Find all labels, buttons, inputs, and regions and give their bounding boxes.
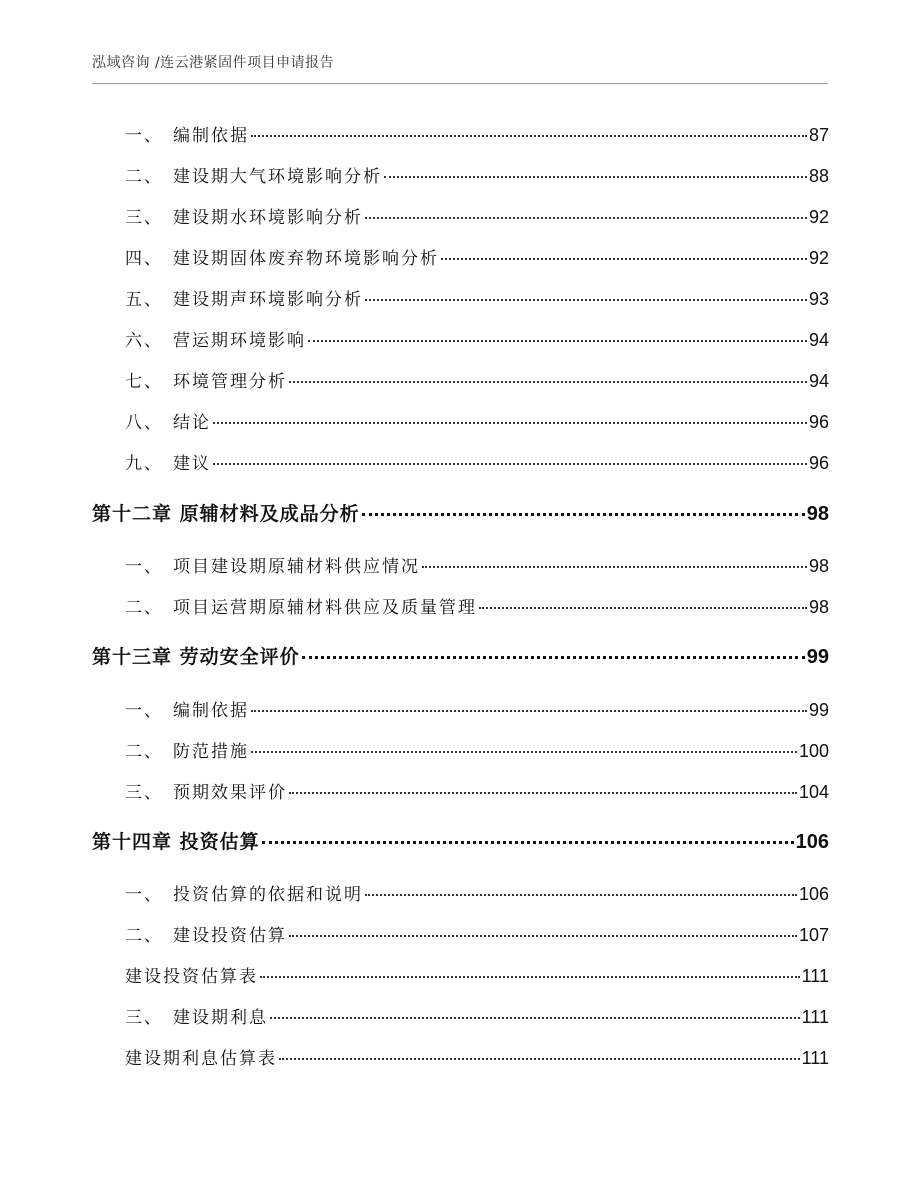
- toc-entry-title: 建设期利息估算表: [125, 1049, 277, 1069]
- toc-entry-number: 七、: [125, 372, 163, 392]
- toc-dot-leader: [365, 894, 797, 896]
- toc-entry-page: 100: [798, 741, 829, 761]
- toc-entry-page: 92: [808, 207, 829, 227]
- toc-entry-page: 98: [808, 597, 829, 617]
- toc-dot-leader: [262, 841, 794, 844]
- toc-entry-page: 96: [808, 412, 829, 432]
- toc-entry[interactable]: [125, 411, 829, 434]
- toc-entry[interactable]: [125, 452, 829, 475]
- toc-entry[interactable]: [125, 165, 829, 188]
- toc-entry-title: 预期效果评价: [173, 783, 287, 803]
- toc-entry-number: 六、: [125, 331, 163, 351]
- toc-entry[interactable]: [125, 699, 829, 722]
- toc-entry-page: 99: [808, 700, 829, 720]
- toc-entry-number: 一、: [125, 885, 163, 905]
- toc-entry-page: 92: [808, 248, 829, 268]
- toc-entry-title: 建设期声环境影响分析: [173, 290, 363, 310]
- toc-entry-number: 九、: [125, 454, 163, 474]
- toc-entry-number: 一、: [125, 557, 163, 577]
- toc-entry[interactable]: [125, 883, 829, 906]
- toc-entry-title: 建议: [173, 454, 211, 474]
- toc-entry-title: 编制依据: [173, 701, 249, 721]
- toc-dot-leader: [384, 176, 807, 178]
- toc-entry-page: 94: [808, 371, 829, 391]
- toc-entry[interactable]: [125, 329, 829, 352]
- toc-entry[interactable]: [125, 206, 829, 229]
- toc-chapter-page: 98: [806, 503, 829, 525]
- toc-chapter-title: 第十二章 原辅材料及成品分析: [92, 503, 360, 525]
- toc-dot-leader: [260, 976, 800, 978]
- toc-entry-number: 八、: [125, 413, 163, 433]
- toc-chapter-title: 第十四章 投资估算: [92, 831, 260, 853]
- toc-entry-page: 104: [798, 782, 829, 802]
- toc-entry-title: 结论: [173, 413, 211, 433]
- toc-entry-title: 营运期环境影响: [173, 331, 306, 351]
- toc-entry-number: 二、: [125, 926, 163, 946]
- header-rule: [92, 83, 828, 84]
- toc-entry-page: 111: [801, 966, 829, 986]
- toc-entry-number: 三、: [125, 1008, 163, 1028]
- toc-dot-leader: [302, 656, 805, 659]
- toc-entry-title: 建设投资估算表: [125, 967, 258, 987]
- toc-chapter-page: 99: [806, 646, 829, 668]
- toc-entry[interactable]: [125, 124, 829, 147]
- toc-entry-title: 编制依据: [173, 126, 249, 146]
- toc-entry-title: 建设期大气环境影响分析: [173, 167, 382, 187]
- toc-entry[interactable]: [125, 781, 829, 804]
- toc-dot-leader: [289, 935, 797, 937]
- toc-dot-leader: [213, 422, 807, 424]
- toc-dot-leader: [251, 710, 807, 712]
- toc-entry-page: 111: [801, 1048, 829, 1068]
- toc-entry-number: 三、: [125, 783, 163, 803]
- toc-dot-leader: [251, 751, 797, 753]
- toc-dot-leader: [362, 513, 805, 516]
- toc-entry-number: 二、: [125, 742, 163, 762]
- toc-entry-title: 建设期利息: [173, 1008, 268, 1028]
- toc-entry-number: 一、: [125, 701, 163, 721]
- toc-chapter-title: 第十三章 劳动安全评价: [92, 646, 300, 668]
- toc-chapter-page: 106: [795, 831, 829, 853]
- toc-dot-leader: [365, 299, 807, 301]
- toc-entry-page: 107: [798, 925, 829, 945]
- toc-entry-title: 项目运营期原辅材料供应及质量管理: [173, 598, 477, 618]
- toc-entry[interactable]: [125, 555, 829, 578]
- toc-entry[interactable]: [125, 247, 829, 270]
- toc-entry-title: 环境管理分析: [173, 372, 287, 392]
- toc-entry-page: 94: [808, 330, 829, 350]
- toc-dot-leader: [270, 1017, 800, 1019]
- toc-dot-leader: [365, 217, 807, 219]
- toc-entry-page: 87: [808, 125, 829, 145]
- toc-entry-page: 106: [798, 884, 829, 904]
- toc-entry-page: 93: [808, 289, 829, 309]
- toc-entry-page: 111: [801, 1007, 829, 1027]
- toc-dot-leader: [289, 381, 807, 383]
- toc-dot-leader: [308, 340, 807, 342]
- toc-entry-page: 96: [808, 453, 829, 473]
- toc-entry-page: 88: [808, 166, 829, 186]
- page-header: 泓域咨询 /连云港紧固件项目申请报告: [92, 55, 335, 71]
- toc-entry-number: 三、: [125, 208, 163, 228]
- toc-entry[interactable]: [125, 924, 829, 947]
- toc-chapter-entry[interactable]: [92, 503, 829, 525]
- toc-entry[interactable]: [125, 370, 829, 393]
- toc-entry[interactable]: [125, 740, 829, 763]
- toc-entry-title: 防范措施: [173, 742, 249, 762]
- toc-entry-title: 项目建设期原辅材料供应情况: [173, 557, 420, 577]
- toc-dot-leader: [479, 607, 807, 609]
- toc-dot-leader: [441, 258, 807, 260]
- toc-table-entry[interactable]: [125, 1047, 829, 1070]
- toc-entry-number: 五、: [125, 290, 163, 310]
- toc-entry-page: 98: [808, 556, 829, 576]
- toc-table-entry[interactable]: [125, 965, 829, 988]
- toc-dot-leader: [251, 135, 807, 137]
- toc-entry-number: 一、: [125, 126, 163, 146]
- toc-dot-leader: [289, 792, 797, 794]
- toc-entry[interactable]: [125, 596, 829, 619]
- toc-dot-leader: [213, 463, 807, 465]
- toc-entry-title: 建设期固体废弃物环境影响分析: [173, 249, 439, 269]
- toc-entry-title: 投资估算的依据和说明: [173, 885, 363, 905]
- toc-entry[interactable]: [125, 288, 829, 311]
- toc-entry-number: 二、: [125, 167, 163, 187]
- toc-dot-leader: [422, 566, 807, 568]
- toc-entry[interactable]: [125, 1006, 829, 1029]
- toc-entry-number: 二、: [125, 598, 163, 618]
- toc-entry-number: 四、: [125, 249, 163, 269]
- toc-dot-leader: [279, 1058, 800, 1060]
- toc-chapter-entry[interactable]: [92, 831, 829, 853]
- toc-entry-title: 建设期水环境影响分析: [173, 208, 363, 228]
- toc-entry-title: 建设投资估算: [173, 926, 287, 946]
- toc-chapter-entry[interactable]: [92, 646, 829, 668]
